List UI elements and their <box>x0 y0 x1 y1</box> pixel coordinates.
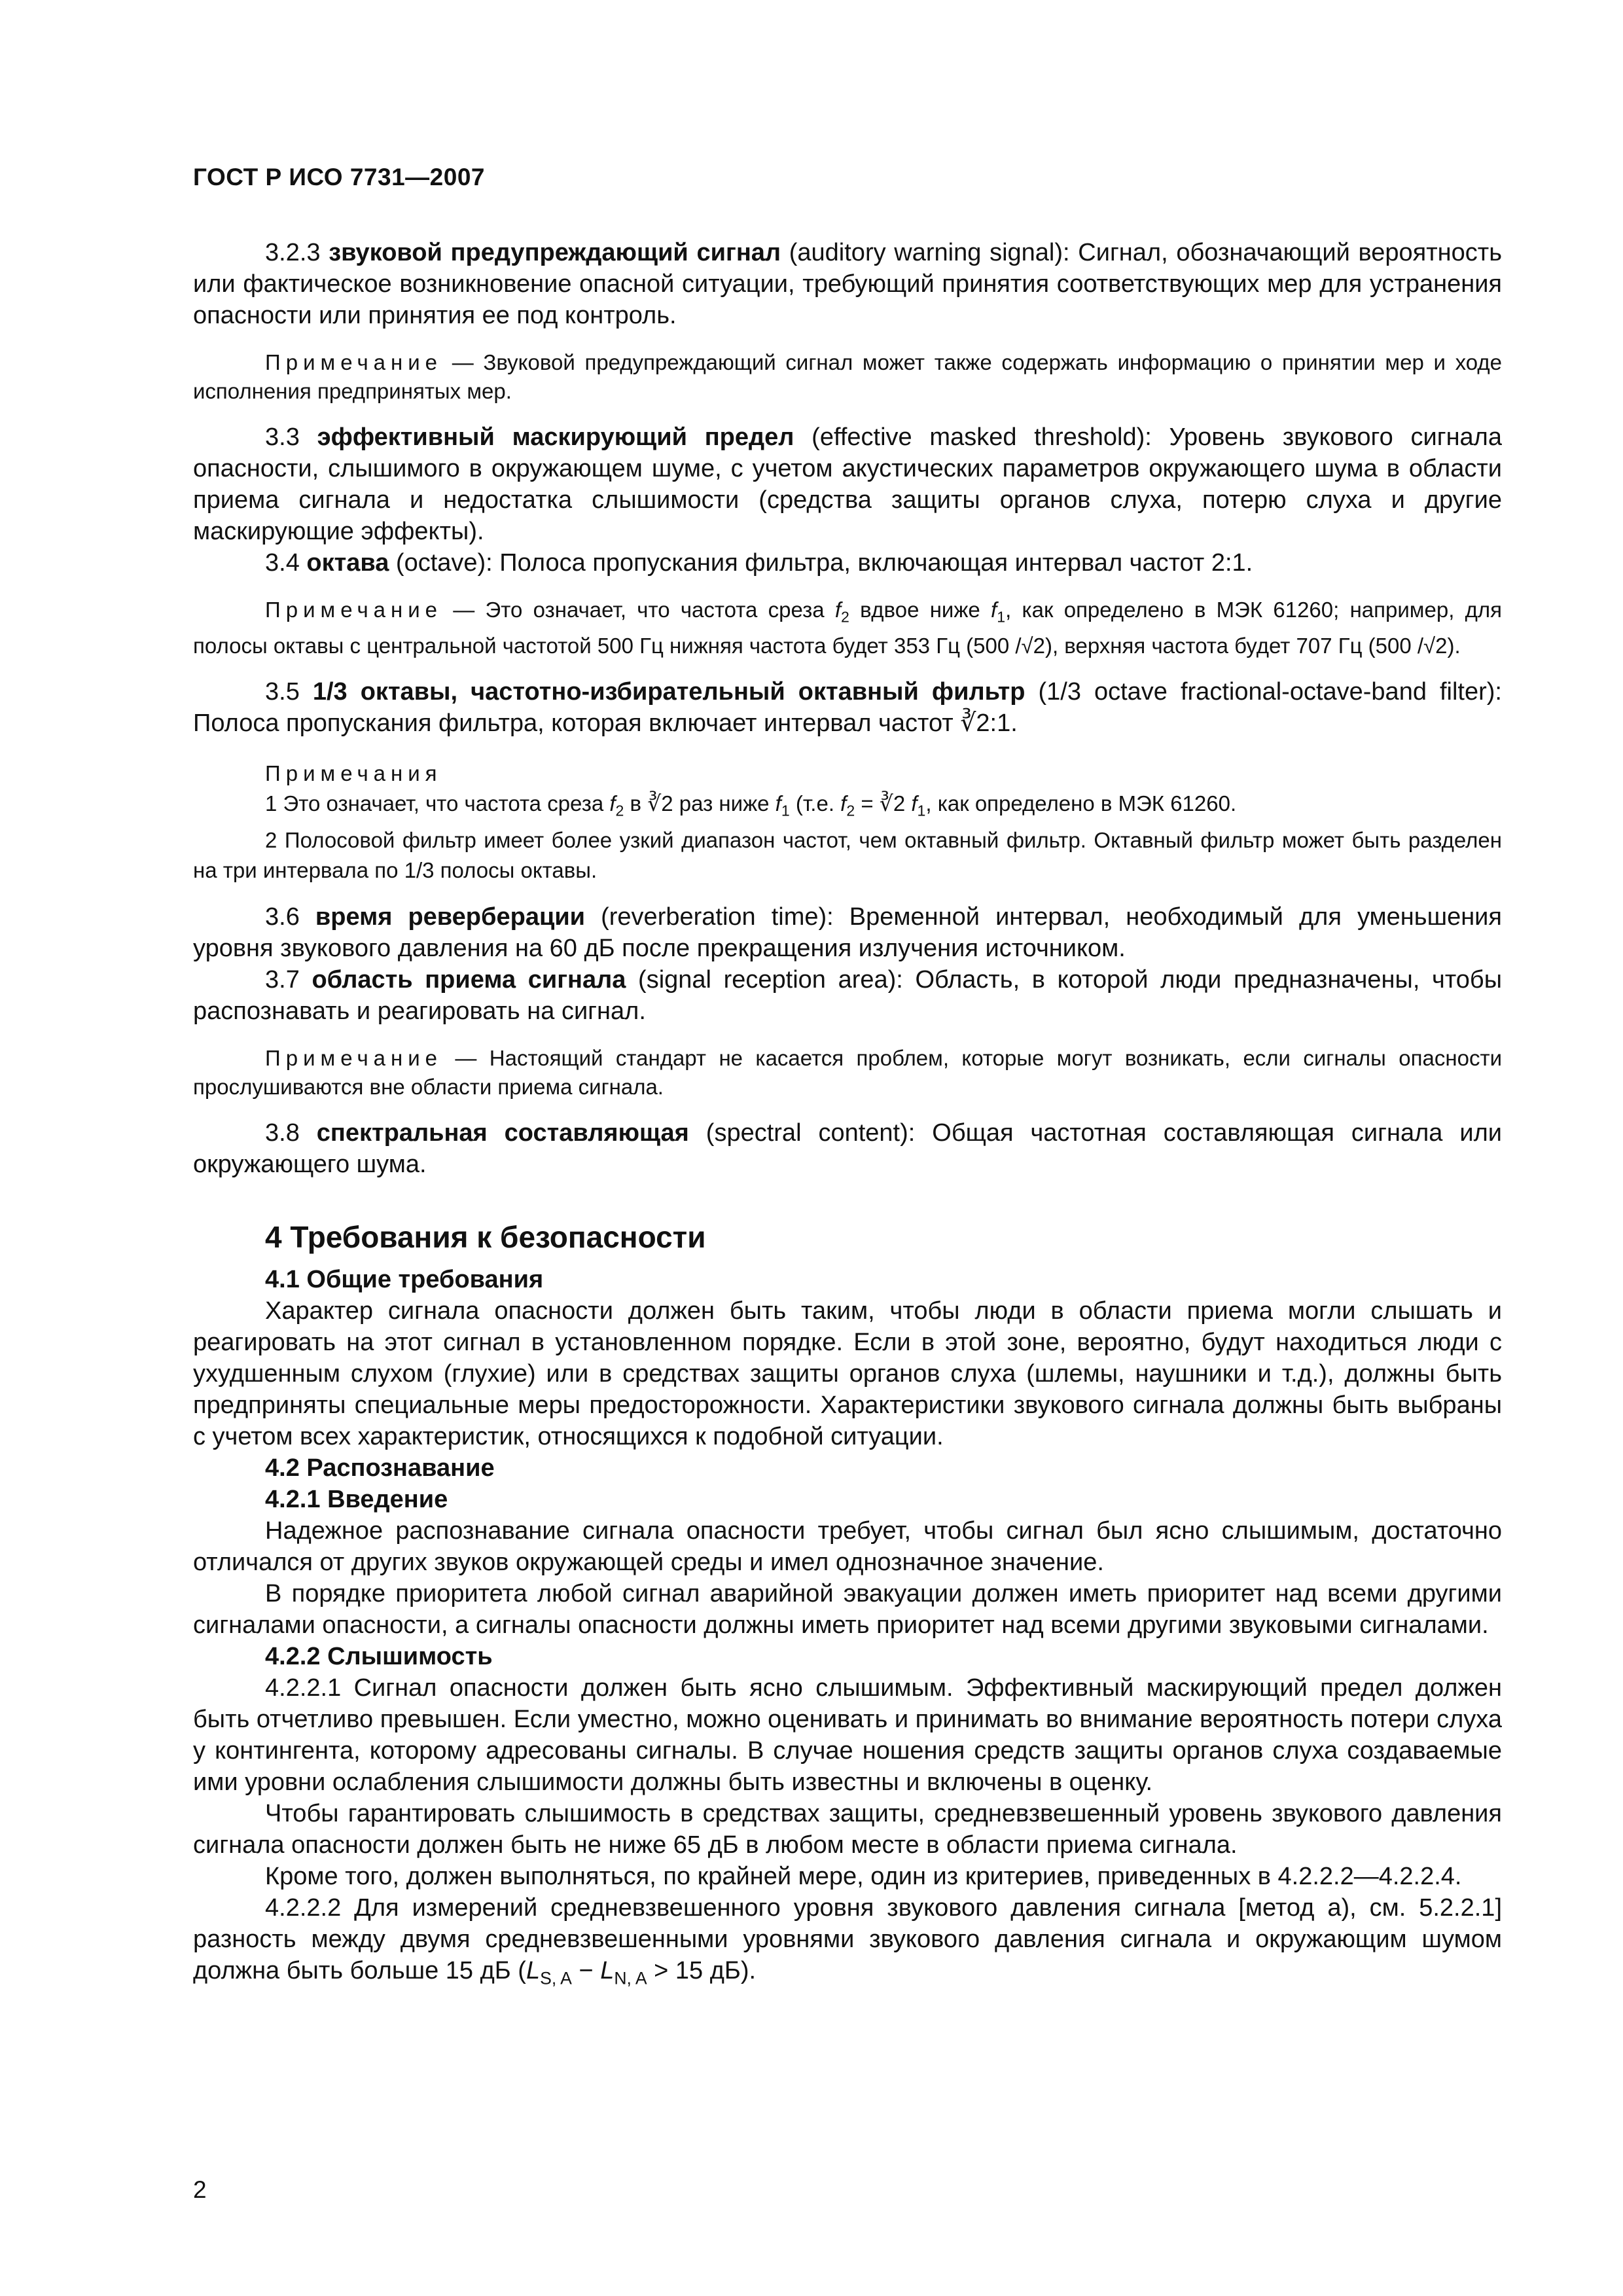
clause-term: эффективный маскирующий предел <box>317 423 794 451</box>
note-label: Примечание <box>265 350 443 374</box>
symbol-f: f <box>834 598 842 622</box>
clause-3-3 <box>193 422 1502 547</box>
clause-text: (reverberation time): Временной интервал, необходимый для уменьшения уровня звукового давления на 60 дБ после прекращения излучения источником. <box>193 903 1502 963</box>
notes-label <box>193 759 1502 789</box>
clause-3-6 <box>193 901 1502 964</box>
clause-text: (octave): Полоса пропускания фильтра, включающая интервал частот 2:1. <box>389 549 1253 577</box>
clause-number: 3.8 <box>265 1119 300 1147</box>
clause-term: 1/3 октавы, частотно-избирательный октавный фильтр <box>312 677 1026 706</box>
note-text: — Настоящий стандарт не касается проблем, которые могут возникать, если сигналы опасности прослушиваются вне области приема сигнала. <box>193 1046 1502 1100</box>
symbol-f: f <box>840 791 847 816</box>
clause-term: область приема сигнала <box>312 966 626 994</box>
clause-number: 3.5 <box>265 677 300 706</box>
clause-3-5 <box>193 676 1502 739</box>
section-4-2-1-text-a: Надежное распознавание сигнала опасности требует, чтобы сигнал был ясно слышимым, достаточно отличался от других звуков окружающей среды и имел однозначное значение. <box>193 1517 1502 1577</box>
clause-3-2-3 <box>193 237 1502 331</box>
note-text-part: 1 Это означает, что частота среза <box>265 791 610 816</box>
note-3-4 <box>193 596 1502 660</box>
clause-number: 3.2.3 <box>265 239 321 266</box>
symbol-sub: 2 <box>615 802 624 819</box>
clause-3-8 <box>193 1117 1502 1180</box>
document-header: ГОСТ Р ИСО 7731—2007 <box>193 164 485 190</box>
symbol-sub: 2 <box>841 608 849 626</box>
symbol-f: f <box>991 598 997 622</box>
clause-number: 3.7 <box>265 966 300 994</box>
clause-number: 3.3 <box>265 423 300 451</box>
symbol-L: L <box>526 1957 541 1985</box>
section-4-2-2-1-text-c: Кроме того, должен выполняться, по крайней мере, один из критериев, приведенных в 4.2.2.2—4.2.2.4. <box>265 1863 1462 1891</box>
note-text-part: вдвое ниже <box>849 598 991 622</box>
note-label: Примечание <box>265 598 443 622</box>
symbol-sub: 2 <box>846 802 855 819</box>
clause-3-4 <box>193 547 1502 579</box>
section-4-2-heading: 4.2 Распознавание <box>265 1454 495 1482</box>
text-part: > 15 дБ). <box>647 1957 757 1985</box>
symbol-f: f <box>775 791 781 816</box>
clause-text: (spectral content): Общая частотная составляющая сигнала или окружающего шума. <box>193 1119 1502 1179</box>
section-4-2-1-heading: 4.2.1 Введение <box>265 1486 448 1514</box>
symbol-f: f <box>911 791 918 816</box>
clause-term: спектральная составляющая <box>316 1119 689 1147</box>
section-4-2-2-heading: 4.2.2 Слышимость <box>265 1643 493 1671</box>
text-part: 4.2.2.2 Для измерений средневзвешенного уровня звукового давления сигнала [метод а), см. 5.2.2.1] разность между двумя средневзвешенными уровнями звукового давления сигнала и окружающим шумом должна быть больше 15 дБ ( <box>193 1894 1502 1985</box>
note-text-part: , как определено в МЭК 61260. <box>925 791 1237 816</box>
symbol-L: L <box>600 1957 615 1985</box>
clause-3-7 <box>193 964 1502 1027</box>
note-text-part: — Это означает, что частота среза <box>442 598 835 622</box>
symbol-sub: S, A <box>540 1968 572 1988</box>
section-4-2-2-2-text <box>193 1892 1502 1994</box>
section-4-2-2-1-text-a: 4.2.2.1 Сигнал опасности должен быть ясно слышимым. Эффективный маскирующий предел должен быть отчетливо превышен. Если уместно, можно оценивать и принимать во внимание вероятность потери слуха у контингента, которому адресованы сигналы. В случае ношения средств защиты органов слуха создаваемые ими уровни ослабления слышимости должны быть известны и включены в оценку. <box>193 1674 1502 1797</box>
section-4-2-2-1-text-b: Чтобы гарантировать слышимость в средствах защиты, средневзвешенный уровень звукового давления сигнала опасности должен быть не ниже 65 дБ в любом месте в области приема сигнала. <box>193 1800 1502 1859</box>
clause-term: октава <box>306 549 389 577</box>
clause-number: 3.4 <box>265 549 300 577</box>
section-4-1-text: Характер сигнала опасности должен быть таким, чтобы люди в области приема могли слышать и реагировать на этот сигнал в установленном порядке. Если в этой зоне, вероятно, будут находиться люди с ухудшенным слухом (глухие) или в средствах защиты органов слуха (шлемы, наушники и т.д.), должны быть предприняты специальные меры предосторожности. Характеристики звукового сигнала должны быть выбраны с учетом всех характеристик, относящихся к подобной ситуации. <box>193 1297 1502 1451</box>
clause-term: время реверберации <box>315 903 586 931</box>
note-text-part: , как определено в МЭК 61260; например, для полосы октавы с центральной частотой 500 Гц нижняя частота будет 353 Гц (500 /√2), верхняя частота будет 707 Гц (500 /√2). <box>193 598 1503 658</box>
note-text-part: (т.е. <box>789 791 841 816</box>
symbol-sub: N, A <box>614 1968 647 1988</box>
note-label: Примечание <box>265 1046 443 1071</box>
clause-text: (effective masked threshold): Уровень звукового сигнала опасности, слышимого в окружающем шуме, с учетом акустических параметров окружающего шума в области приема сигнала и недостатка слышимости (средства защиты органов слуха, потерю слуха и другие маскирующие эффекты). <box>193 423 1502 545</box>
note-text: — Звуковой предупреждающий сигнал может также содержать информацию о принятии мер и ходе исполнения предпринятых мер. <box>193 350 1502 403</box>
note-text-part: = ∛2 <box>855 791 912 816</box>
section-4-1-heading: 4.1 Общие требования <box>265 1266 544 1294</box>
text-part: − <box>571 1957 601 1985</box>
clause-term: звуковой предупреждающий сигнал <box>329 239 781 266</box>
section-4-heading: 4 Требования к безопасности <box>265 1220 706 1255</box>
clause-text: (1/3 octave fractional-octave-band filter): Полоса пропускания фильтра, которая включает интервал частот ∛2:1. <box>193 677 1502 737</box>
symbol-sub: 1 <box>781 802 790 819</box>
note-text-part: в ∛2 раз ниже <box>624 791 776 816</box>
note-3-7 <box>193 1044 1502 1102</box>
note-item-2: 2 Полосовой фильтр имеет более узкий диапазон частот, чем октавный фильтр. Октавный фильтр может быть разделен на три интервала по 1/3 полосы октавы. <box>193 828 1502 883</box>
note-item-1 <box>193 789 1502 826</box>
symbol-sub: 1 <box>997 608 1006 626</box>
clause-text: (auditory warning signal): Сигнал, обозначающий вероятность или фактическое возникновение опасной ситуации, требующий принятия соответствующих мер для устранения опасности или принятия ее под контроль. <box>193 239 1502 329</box>
note-3-2-3 <box>193 348 1502 406</box>
notes-3-5 <box>193 759 1502 886</box>
page-number: 2 <box>193 2176 207 2203</box>
symbol-f: f <box>609 791 616 816</box>
clause-number: 3.6 <box>265 903 300 931</box>
note-label: Примечания <box>265 761 442 785</box>
section-4-2-1-text-b: В порядке приоритета любой сигнал аварийной эвакуации должен иметь приоритет над всеми другими сигналами опасности, а сигналы опасности должны иметь приоритет над всеми другими звуковыми сигналами. <box>193 1580 1502 1640</box>
clause-text: (signal reception area): Область, в которой люди предназначены, чтобы распознавать и реагировать на сигнал. <box>193 966 1503 1026</box>
symbol-sub: 1 <box>917 802 926 819</box>
